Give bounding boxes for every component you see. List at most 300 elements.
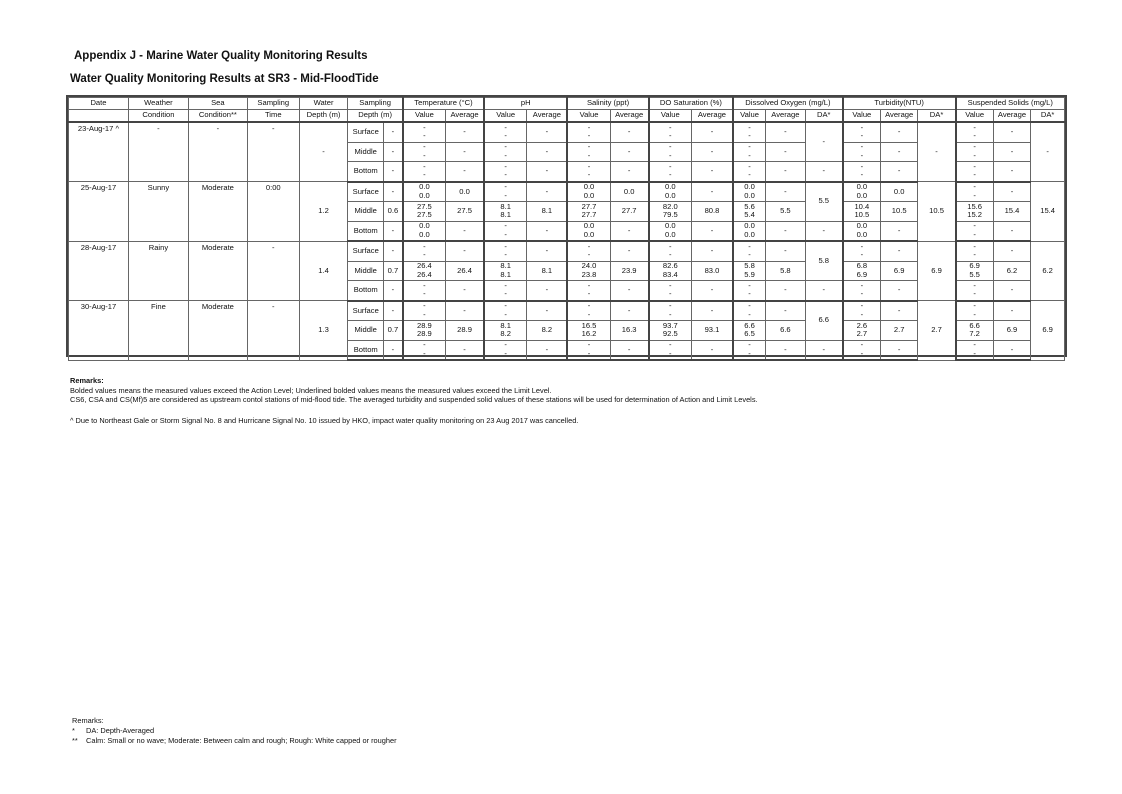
cell-dissolved-oxygen-values-first: - <box>748 280 751 290</box>
cell-suspended-solids-values-second: - <box>973 250 976 260</box>
header-value: Value <box>649 110 692 123</box>
cell-turbidity-average: - <box>880 281 918 301</box>
cell-suspended-solids-average: - <box>993 182 1031 202</box>
cell-salinity-values-second: - <box>587 309 591 319</box>
table-row <box>69 301 1065 321</box>
cell-dissolved-oxygen-values-second: 5.4 <box>744 210 755 220</box>
cell-dissolved-oxygen-da: 5.5 <box>805 182 843 222</box>
cell-turbidity-average: - <box>880 142 918 162</box>
cell-turbidity-average: - <box>880 122 918 142</box>
cell-dissolved-oxygen-average: 5.5 <box>766 202 806 222</box>
cell-temperature-values-first: - <box>423 122 426 132</box>
cell-water-depth: 1.2 <box>299 182 348 242</box>
cell-do-saturation-values <box>649 261 692 281</box>
cell-salinity-average: - <box>610 281 649 301</box>
cell-suspended-solids-values-first: - <box>973 142 976 152</box>
cell-temperature-average: - <box>445 221 484 241</box>
cell-level: Middle <box>348 142 384 162</box>
cell-dissolved-oxygen-values-second: - <box>748 348 751 358</box>
cell-dissolved-oxygen-average: 5.8 <box>766 261 806 281</box>
cell-dissolved-oxygen-values <box>733 340 766 360</box>
cell-level: Surface <box>348 122 384 142</box>
cell-salinity-average: - <box>610 221 649 241</box>
cell-water-depth: - <box>299 122 348 182</box>
cell-turbidity-values-second: - <box>860 131 864 141</box>
cell-salinity-average: 0.0 <box>610 182 649 202</box>
cell-ph-values <box>484 321 527 341</box>
cell-turbidity-average: 10.5 <box>880 202 918 222</box>
cell-suspended-solids-average: - <box>993 340 1031 360</box>
cell-sampling-time: 0:00 <box>247 182 299 242</box>
cell-temperature-average: - <box>445 122 484 142</box>
header-water-depth: Depth (m) <box>299 110 348 123</box>
cell-do-saturation-average: 93.1 <box>691 321 733 341</box>
header-row-2 <box>69 110 1065 123</box>
cell-dissolved-oxygen-values-first: - <box>748 301 751 311</box>
cell-ph-values <box>484 261 527 281</box>
cell-suspended-solids-average: - <box>993 281 1031 301</box>
header-sampling: Sampling <box>247 98 299 110</box>
cell-temperature-average: 0.0 <box>445 182 484 202</box>
cell-turbidity-values <box>843 340 881 360</box>
cell-salinity-values-second: 16.2 <box>581 329 597 339</box>
header-weather: Weather <box>128 98 188 110</box>
cell-salinity-values-second: 0.0 <box>583 229 595 239</box>
cell-turbidity-average: 6.9 <box>880 261 918 281</box>
cell-salinity-values-second: 27.7 <box>581 210 597 220</box>
cell-do-saturation-values-first: 93.7 <box>662 320 678 330</box>
cell-level: Middle <box>348 321 384 341</box>
header-weather-condition: Condition <box>128 110 188 123</box>
cell-salinity-average: - <box>610 241 649 261</box>
cell-date: 28-Aug-17 <box>69 241 129 301</box>
cell-do-saturation-values-first: - <box>669 280 672 290</box>
cell-salinity-average: - <box>610 301 649 321</box>
cell-salinity-values-second: - <box>587 250 591 260</box>
cell-suspended-solids-values-first: 6.9 <box>969 261 980 271</box>
cell-turbidity-values-second: 10.5 <box>854 210 870 220</box>
cell-suspended-solids-average: - <box>993 301 1031 321</box>
cell-turbidity-values <box>843 281 881 301</box>
cell-suspended-solids-values-second: - <box>973 131 976 141</box>
cell-salinity-values <box>567 142 610 162</box>
cell-temperature-average: - <box>445 340 484 360</box>
cell-do-saturation-average: - <box>691 142 733 162</box>
cell-ph-values-first: - <box>504 142 507 152</box>
cell-dissolved-oxygen-values <box>733 142 766 162</box>
cell-dissolved-oxygen-values-second: 5.9 <box>744 269 755 279</box>
cell-turbidity-values-first: - <box>860 161 864 171</box>
cell-salinity-values-first: - <box>587 340 591 350</box>
header-value: Value <box>484 110 527 123</box>
cell-sampling-time: - <box>247 241 299 301</box>
cell-turbidity-average: - <box>880 340 918 360</box>
cell-sampling-depth: 0.7 <box>384 261 403 281</box>
cell-do-saturation-values-second: - <box>669 309 672 319</box>
cell-do-saturation-values <box>649 281 692 301</box>
legend-calm <box>72 736 397 746</box>
cell-sampling-depth: - <box>384 122 403 142</box>
cell-dissolved-oxygen-average: - <box>766 241 806 261</box>
cell-dissolved-oxygen-values-first: 5.6 <box>744 201 755 211</box>
cell-sampling-depth: 0.6 <box>384 202 403 222</box>
cell-turbidity-values-first: - <box>860 122 864 132</box>
header-sampling-depth: Sampling <box>348 98 403 110</box>
cell-dissolved-oxygen-values-first: - <box>748 122 751 132</box>
cell-suspended-solids-average: - <box>993 221 1031 241</box>
cell-dissolved-oxygen-values-first: - <box>748 142 751 152</box>
header-average: Average <box>445 110 484 123</box>
cell-dissolved-oxygen-values-second: - <box>748 289 751 299</box>
cell-temperature-values-second: 0.0 <box>419 190 430 200</box>
cell-sampling-depth: 0.7 <box>384 321 403 341</box>
cell-suspended-solids-values-first: 15.6 <box>967 201 983 211</box>
cell-temperature-values <box>403 221 446 241</box>
cell-sea-condition: Moderate <box>188 301 247 361</box>
cell-do-saturation-values-first: 82.6 <box>662 261 678 271</box>
cell-do-saturation-values-first: 0.0 <box>665 182 676 192</box>
cell-salinity-values-first: - <box>587 301 591 311</box>
cell-do-saturation-average: - <box>691 340 733 360</box>
cell-dissolved-oxygen-da: 5.8 <box>805 241 843 281</box>
cell-turbidity-values-first: - <box>860 142 864 152</box>
cell-do-saturation-values-first: - <box>669 122 672 132</box>
cell-turbidity-values-second: 0.0 <box>856 229 868 239</box>
cell-turbidity-values <box>843 162 881 182</box>
cell-ph-values-first: 8.1 <box>500 261 511 271</box>
cell-turbidity-values <box>843 321 881 341</box>
cell-dissolved-oxygen-values-first: 0.0 <box>744 182 755 192</box>
cell-ph-average: 8.2 <box>527 321 568 341</box>
cell-temperature-average: - <box>445 142 484 162</box>
cell-salinity-values <box>567 281 610 301</box>
cell-temperature-values-first: 0.0 <box>419 221 430 231</box>
cell-dissolved-oxygen-average: - <box>766 182 806 202</box>
cell-salinity-average: 16.3 <box>610 321 649 341</box>
cell-do-saturation-values-first: - <box>669 241 672 251</box>
header-da: DA* <box>1031 110 1065 123</box>
cell-turbidity-values <box>843 261 881 281</box>
cell-suspended-solids-da: 6.2 <box>1031 241 1065 301</box>
cell-temperature-values-first: 27.5 <box>417 201 432 211</box>
cell-suspended-solids-average: 6.2 <box>993 261 1031 281</box>
cell-suspended-solids-values-second: - <box>973 190 976 200</box>
cell-do-saturation-values-first: - <box>669 340 672 350</box>
cell-salinity-values-second: 23.8 <box>581 269 597 279</box>
cell-level: Surface <box>348 301 384 321</box>
cell-turbidity-values <box>843 221 881 241</box>
cell-ph-average: - <box>527 182 568 202</box>
cell-do-saturation-average: - <box>691 241 733 261</box>
cell-ph-average: - <box>527 241 568 261</box>
cell-water-depth: 1.4 <box>299 241 348 301</box>
cell-level: Middle <box>348 261 384 281</box>
cell-suspended-solids-values-second: - <box>973 170 976 180</box>
results-table-frame <box>66 95 1067 357</box>
cell-ph-values-second: - <box>504 348 507 358</box>
cell-temperature-values-first: - <box>423 142 426 152</box>
cancellation-footnote: ^ Due to Northeast Gale or Storm Signal No. 8 and Hurricane Signal No. 10 issued by HKO, impact water quality monitoring on 23 Aug 2017 was cancelled. <box>70 416 579 425</box>
header-da: DA* <box>805 110 843 123</box>
cell-suspended-solids-average: 15.4 <box>993 202 1031 222</box>
cell-ph-values-first: - <box>504 161 507 171</box>
legend-calm-text: Calm: Small or no wave; Moderate: Between calm and rough; Rough: White capped or rougher <box>86 735 397 745</box>
cell-do-saturation-values-second: - <box>669 289 672 299</box>
cell-dissolved-oxygen-values-first: - <box>748 161 751 171</box>
cell-level: Middle <box>348 202 384 222</box>
cell-temperature-values-second: - <box>423 150 426 160</box>
cell-temperature-values <box>403 340 446 360</box>
header-value: Value <box>733 110 766 123</box>
cell-turbidity-values-second: 6.9 <box>856 269 868 279</box>
cell-do-saturation-values-second: - <box>669 250 672 260</box>
cell-turbidity-da: 6.9 <box>918 241 956 301</box>
cell-weather: Sunny <box>128 182 188 242</box>
header-value: Value <box>843 110 881 123</box>
cell-level: Bottom <box>348 281 384 301</box>
cell-turbidity-average: - <box>880 221 918 241</box>
cell-dissolved-oxygen-values <box>733 301 766 321</box>
cell-do-saturation-values-second: 0.0 <box>665 190 676 200</box>
cell-turbidity-values-first: - <box>860 241 864 251</box>
cell-temperature-average: 28.9 <box>445 321 484 341</box>
cell-temperature-average: 26.4 <box>445 261 484 281</box>
cell-do-saturation-values-second: - <box>669 348 672 358</box>
cell-date: 25-Aug-17 <box>69 182 129 242</box>
cell-salinity-average: 27.7 <box>610 202 649 222</box>
header-value: Value <box>956 110 994 123</box>
cell-level: Surface <box>348 241 384 261</box>
cell-salinity-values-first: 27.7 <box>581 201 597 211</box>
cell-temperature-values <box>403 142 446 162</box>
cell-ph-values-second: - <box>504 250 507 260</box>
cell-temperature-values-second: 26.4 <box>417 269 432 279</box>
cell-suspended-solids-values-first: - <box>973 340 976 350</box>
cell-sampling-time: - <box>247 301 299 361</box>
header-average: Average <box>527 110 568 123</box>
cell-ph-average: 8.1 <box>527 261 568 281</box>
cell-temperature-values-second: - <box>423 348 426 358</box>
cell-do-saturation-average: - <box>691 122 733 142</box>
header-dissolved-oxygen: Dissolved Oxygen (mg/L) <box>733 98 843 110</box>
cell-suspended-solids-average: - <box>993 122 1031 142</box>
cell-temperature-values <box>403 321 446 341</box>
cell-ph-values <box>484 221 527 241</box>
cell-dissolved-oxygen-values-second: - <box>748 150 751 160</box>
legend-da-mark: * <box>72 725 75 735</box>
cell-suspended-solids-values <box>956 301 994 321</box>
cell-ph-average: - <box>527 122 568 142</box>
cell-salinity-values <box>567 340 610 360</box>
cell-do-saturation-average: - <box>691 281 733 301</box>
cell-turbidity-da: 10.5 <box>918 182 956 242</box>
cell-ph-values-first: - <box>504 340 507 350</box>
cell-temperature-values <box>403 261 446 281</box>
cell-suspended-solids-values <box>956 202 994 222</box>
cell-do-saturation-values-second: - <box>669 150 672 160</box>
cell-weather: - <box>128 122 188 182</box>
cell-dissolved-oxygen-values <box>733 122 766 142</box>
cell-turbidity-values <box>843 241 881 261</box>
cell-suspended-solids-values <box>956 281 994 301</box>
cell-suspended-solids-average: 6.9 <box>993 321 1031 341</box>
cell-suspended-solids-values-second: 5.5 <box>969 269 980 279</box>
header-do-saturation: DO Saturation (%) <box>649 98 733 110</box>
cell-temperature-values <box>403 281 446 301</box>
cell-do-saturation-values <box>649 340 692 360</box>
cell-do-saturation-values-first: - <box>669 161 672 171</box>
cell-dissolved-oxygen-bottom-da: - <box>805 162 843 182</box>
cell-turbidity-values-first: - <box>860 340 864 350</box>
cell-ph-values-second: - <box>504 131 507 141</box>
cell-dissolved-oxygen-values-second: 6.5 <box>744 329 755 339</box>
cell-ph-values <box>484 281 527 301</box>
header-sea: Sea <box>188 98 247 110</box>
cell-ph-values-second: - <box>504 150 507 160</box>
header-value: Value <box>403 110 446 123</box>
cell-dissolved-oxygen-values <box>733 182 766 202</box>
cell-do-saturation-values-second: 0.0 <box>665 229 676 239</box>
cell-salinity-values <box>567 221 610 241</box>
header-da: DA* <box>918 110 956 123</box>
cell-do-saturation-values <box>649 321 692 341</box>
table-row <box>69 182 1065 202</box>
cell-dissolved-oxygen-values-first: - <box>748 340 751 350</box>
cell-sampling-depth: - <box>384 142 403 162</box>
cell-sampling-depth: - <box>384 221 403 241</box>
cell-turbidity-values <box>843 142 881 162</box>
cell-weather: Rainy <box>128 241 188 301</box>
cell-ph-average: - <box>527 142 568 162</box>
cell-turbidity-average: 0.0 <box>880 182 918 202</box>
cell-do-saturation-average: 80.8 <box>691 202 733 222</box>
cell-suspended-solids-values-second: - <box>973 348 976 358</box>
cell-dissolved-oxygen-values <box>733 162 766 182</box>
cell-salinity-values <box>567 162 610 182</box>
cell-suspended-solids-values-first: 6.6 <box>969 320 980 330</box>
cell-suspended-solids-values <box>956 221 994 241</box>
cell-temperature-values <box>403 301 446 321</box>
cell-temperature-values-first: - <box>423 280 426 290</box>
cell-turbidity-average: - <box>880 301 918 321</box>
cell-suspended-solids-values <box>956 182 994 202</box>
cell-ph-average: - <box>527 301 568 321</box>
cell-salinity-values <box>567 261 610 281</box>
cell-do-saturation-values <box>649 142 692 162</box>
cell-level: Bottom <box>348 162 384 182</box>
cell-salinity-average: - <box>610 142 649 162</box>
cell-do-saturation-average: - <box>691 221 733 241</box>
cell-sampling-depth: - <box>384 281 403 301</box>
cell-ph-values-second: - <box>504 309 507 319</box>
cell-do-saturation-average: - <box>691 182 733 202</box>
cell-turbidity-values <box>843 202 881 222</box>
cell-salinity-values-first: - <box>587 122 591 132</box>
header-suspended-solids: Suspended Solids (mg/L) <box>956 98 1065 110</box>
cell-dissolved-oxygen-average: - <box>766 142 806 162</box>
cell-dissolved-oxygen-average: - <box>766 221 806 241</box>
cell-dissolved-oxygen-values <box>733 221 766 241</box>
cell-salinity-average: 23.9 <box>610 261 649 281</box>
cell-ph-average: - <box>527 162 568 182</box>
cell-turbidity-values-first: - <box>860 280 864 290</box>
cell-ph-values <box>484 202 527 222</box>
cell-turbidity-values-second: - <box>860 150 864 160</box>
cell-salinity-values-first: - <box>587 142 591 152</box>
cell-salinity-values-first: - <box>587 241 591 251</box>
header-salinity: Salinity (ppt) <box>567 98 648 110</box>
remarks-line-2: CS6, CSA and CS(Mf)5 are considered as upstream contol stations of mid-flood tide. The averaged turbidity and suspended solid values of these stations will be used for determination of Action and Limit Levels. <box>70 395 758 405</box>
cell-dissolved-oxygen-bottom-da: - <box>805 281 843 301</box>
remarks-label: Remarks: <box>70 376 104 385</box>
cell-suspended-solids-average: - <box>993 241 1031 261</box>
cell-salinity-values <box>567 202 610 222</box>
cell-ph-average: - <box>527 281 568 301</box>
cell-turbidity-values-second: 2.7 <box>856 329 868 339</box>
cell-ph-values-first: 8.1 <box>500 320 511 330</box>
cell-suspended-solids-values-first: - <box>973 161 976 171</box>
cell-turbidity-values-second: - <box>860 289 864 299</box>
cell-suspended-solids-values <box>956 122 994 142</box>
cell-ph-values-first: - <box>504 182 507 192</box>
remarks-block <box>70 376 758 405</box>
cell-salinity-average: - <box>610 340 649 360</box>
cell-dissolved-oxygen-values-second: - <box>748 131 751 141</box>
cell-do-saturation-values <box>649 241 692 261</box>
cell-temperature-values-second: - <box>423 250 426 260</box>
cell-turbidity-values-second: - <box>860 309 864 319</box>
cell-turbidity-values-first: 0.0 <box>856 221 868 231</box>
cell-do-saturation-values-second: - <box>669 131 672 141</box>
cell-salinity-values <box>567 241 610 261</box>
cell-suspended-solids-values-first: - <box>973 221 976 231</box>
cell-suspended-solids-values-second: 15.2 <box>967 210 983 220</box>
header-average: Average <box>766 110 806 123</box>
cell-suspended-solids-values-second: - <box>973 309 976 319</box>
cell-suspended-solids-values <box>956 261 994 281</box>
cell-ph-values-second: 8.2 <box>500 329 511 339</box>
cell-salinity-values-second: - <box>587 131 591 141</box>
cell-temperature-values-first: 0.0 <box>419 182 430 192</box>
cell-do-saturation-values-first: - <box>669 142 672 152</box>
cell-suspended-solids-values-first: - <box>973 182 976 192</box>
cell-salinity-values-second: - <box>587 348 591 358</box>
cell-suspended-solids-values <box>956 241 994 261</box>
header-average: Average <box>993 110 1031 123</box>
cell-ph-values-second: 8.1 <box>500 269 511 279</box>
cell-do-saturation-average: - <box>691 301 733 321</box>
header-row-1 <box>69 98 1065 110</box>
cell-turbidity-values-second: 0.0 <box>856 190 868 200</box>
cell-dissolved-oxygen-values <box>733 281 766 301</box>
cell-salinity-values-first: 16.5 <box>581 320 597 330</box>
cell-ph-values-second: - <box>504 170 507 180</box>
cell-sampling-time: - <box>247 122 299 182</box>
cell-turbidity-values-first: - <box>860 301 864 311</box>
cell-turbidity-da: - <box>918 122 956 182</box>
cell-ph-values <box>484 340 527 360</box>
cell-do-saturation-values-second: 92.5 <box>662 329 678 339</box>
cell-salinity-values-first: - <box>587 280 591 290</box>
cell-dissolved-oxygen-da: - <box>805 122 843 162</box>
cell-dissolved-oxygen-values <box>733 202 766 222</box>
cell-temperature-values-first: 26.4 <box>417 261 432 271</box>
cell-do-saturation-values <box>649 221 692 241</box>
cell-dissolved-oxygen-values-second: 0.0 <box>744 229 755 239</box>
cell-dissolved-oxygen-average: - <box>766 122 806 142</box>
cell-temperature-values-second: 0.0 <box>419 229 430 239</box>
cell-suspended-solids-values-first: - <box>973 241 976 251</box>
